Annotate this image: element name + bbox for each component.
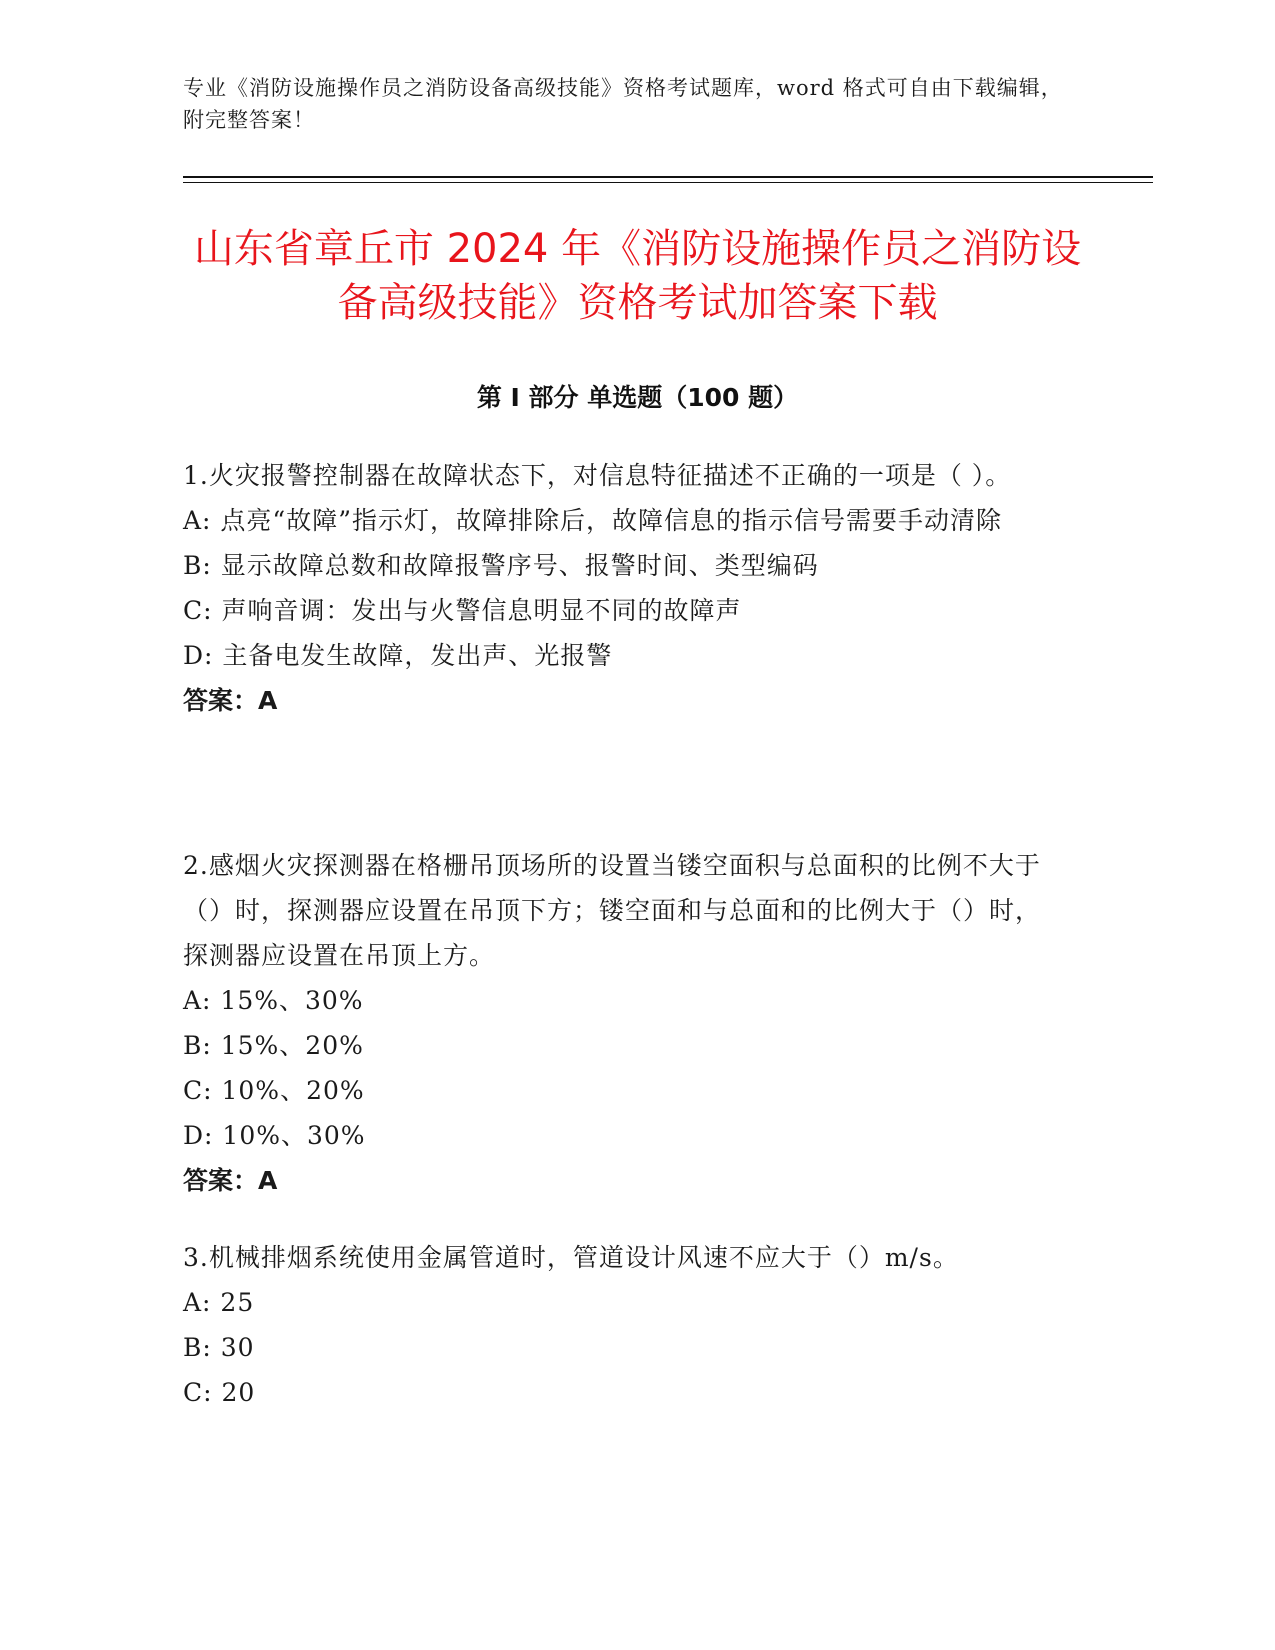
option-d: D: 10%、30% bbox=[183, 1121, 366, 1150]
option-b: B: 显示故障总数和故障报警序号、报警时间、类型编码 bbox=[183, 551, 819, 580]
question-2 bbox=[183, 843, 1063, 1203]
question-stem: 3.机械排烟系统使用金属管道时，管道设计风速不应大于（）m/s。 bbox=[183, 1243, 959, 1272]
option-a: A: 25 bbox=[183, 1288, 255, 1317]
question-3 bbox=[183, 1235, 1063, 1415]
option-a: A: 点亮“故障”指示灯，故障排除后，故障信息的指示信号需要手动清除 bbox=[183, 506, 1002, 535]
document-title: 山东省章丘市 2024 年《消防设施操作员之消防设备高级技能》资格考试加答案下载 bbox=[193, 226, 1082, 326]
answer-line: 答案：A bbox=[183, 1166, 278, 1195]
option-c: C: 声响音调：发出与火警信息明显不同的故障声 bbox=[183, 596, 742, 625]
option-b: B: 30 bbox=[183, 1333, 255, 1362]
answer-line: 答案：A bbox=[183, 686, 278, 715]
section-heading: 第 I 部分 单选题（100 题） bbox=[476, 383, 799, 412]
option-c: C: 20 bbox=[183, 1378, 256, 1407]
question-stem: 2.感烟火灾探测器在格栅吊顶场所的设置当镂空面积与总面积的比例不大于（）时，探测器应设置在吊顶下方；镂空面和与总面和的比例大于（）时，探测器应设置在吊顶上方。 bbox=[183, 851, 1042, 970]
option-a: A: 15%、30% bbox=[183, 986, 364, 1015]
question-stem: 1.火灾报警控制器在故障状态下，对信息特征描述不正确的一项是（ ）。 bbox=[183, 461, 1012, 490]
option-c: C: 10%、20% bbox=[183, 1076, 365, 1105]
option-d: D: 主备电发生故障，发出声、光报警 bbox=[183, 641, 613, 670]
header-divider-thin bbox=[183, 182, 1153, 183]
option-b: B: 15%、20% bbox=[183, 1031, 364, 1060]
header-divider-thick bbox=[183, 176, 1153, 178]
header-note: 专业《消防设施操作员之消防设备高级技能》资格考试题库，word 格式可自由下载编辑，附完整答案！ bbox=[183, 76, 1063, 132]
question-1 bbox=[183, 453, 1063, 723]
